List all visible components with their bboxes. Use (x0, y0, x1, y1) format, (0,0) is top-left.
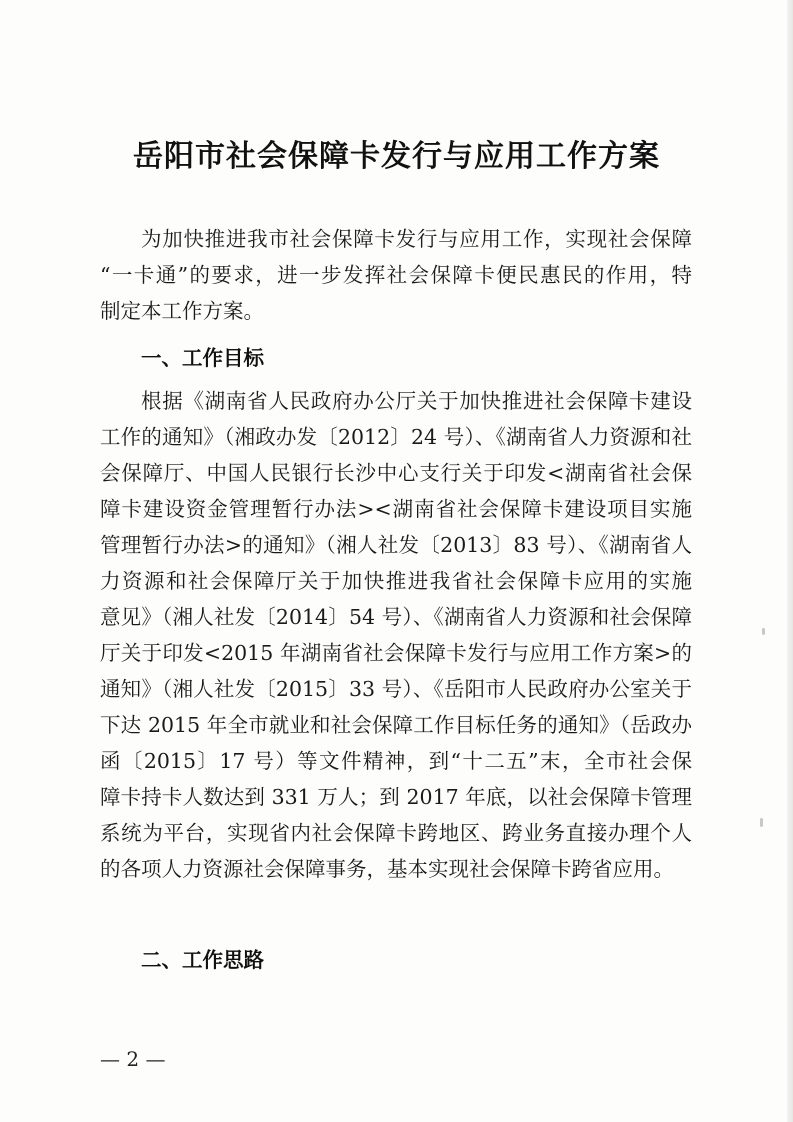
intro-line: “一卡通”的要求，进一步发挥社会保障卡便民惠民的作用，特 (100, 263, 692, 287)
scan-mark (760, 818, 763, 827)
goals-line: 的各项人力资源社会保障事务，基本实现社会保障卡跨省应用。 (100, 857, 674, 881)
goals-paragraph (100, 383, 692, 887)
intro-line: 为加快推进我市社会保障卡发行与应用工作，实现社会保障 (141, 227, 692, 251)
goals-line: 下达 2015 年全市就业和社会保障工作目标任务的通知》（岳政办 (100, 713, 692, 737)
goals-line: 函〔2015〕17 号）等文件精神，到“十二五”末，全市社会保 (100, 749, 692, 773)
goals-line: 意见》（湘人社发〔2014〕54 号）、《湖南省人力资源和社会保障 (100, 605, 692, 629)
section-heading-approach: 二、工作思路 (141, 948, 264, 972)
page-number: — 2 — (100, 1047, 166, 1071)
scan-mark (762, 628, 765, 635)
goals-line: 管理暂行办法>的通知》（湘人社发〔2013〕83 号）、《湖南省人 (100, 533, 692, 557)
goals-line: 工作的通知》（湘政办发〔2012〕24 号）、《湖南省人力资源和社 (100, 425, 692, 449)
goals-line: 系统为平台，实现省内社会保障卡跨地区、跨业务直接办理个人 (100, 821, 692, 845)
goals-line: 会保障厅、中国人民银行长沙中心支行关于印发<湖南省社会保 (100, 461, 692, 485)
goals-line: 厅关于印发<2015 年湖南省社会保障卡发行与应用工作方案>的 (100, 641, 692, 665)
goals-line: 根据《湖南省人民政府办公厅关于加快推进社会保障卡建设 (141, 389, 692, 413)
goals-line: 障卡持卡人数达到 331 万人；到 2017 年底，以社会保障卡管理 (100, 785, 692, 809)
document-title: 岳阳市社会保障卡发行与应用工作方案 (133, 139, 660, 174)
goals-line: 力资源和社会保障厅关于加快推进我省社会保障卡应用的实施 (100, 569, 692, 593)
intro-line: 制定本工作方案。 (100, 299, 264, 323)
section-heading-goals: 一、工作目标 (141, 346, 264, 370)
goals-line: 通知》（湘人社发〔2015〕33 号）、《岳阳市人民政府办公室关于 (100, 677, 692, 701)
intro-paragraph (100, 221, 692, 329)
goals-line: 障卡建设资金管理暂行办法><湖南省社会保障卡建设项目实施 (100, 497, 692, 521)
